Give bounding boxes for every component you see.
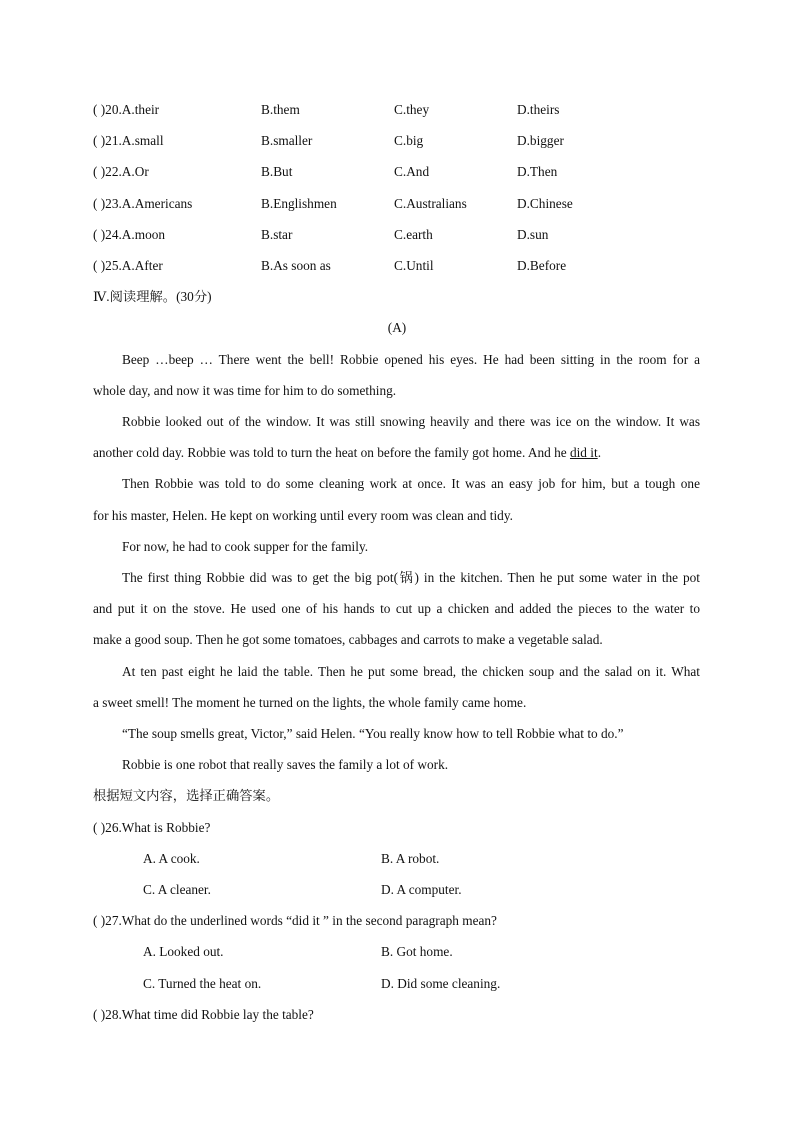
answer-option: B. A robot. bbox=[381, 851, 440, 866]
mc-option-c: C.they bbox=[394, 102, 430, 117]
mc-option-c: C.earth bbox=[394, 227, 433, 242]
passage-line: At ten past eight he laid the table. Then he put some bread, the chicken soup and the salad on it. What bbox=[122, 664, 700, 679]
mc-question: ( )23.A.Americans bbox=[93, 196, 193, 211]
passage-line: Robbie is one robot that really saves the family a lot of work. bbox=[122, 757, 449, 772]
passage-text: another cold day. Robbie was told to turn the heat on before the family got home. And he bbox=[93, 445, 570, 460]
mc-option-b: B.But bbox=[261, 164, 293, 179]
passage-line: For now, he had to cook supper for the family. bbox=[122, 539, 369, 554]
mc-option-c: C.Until bbox=[394, 258, 434, 273]
passage-line: and put it on the stove. He used one of his hands to cut up a chicken and added the pieces to the water to bbox=[93, 601, 700, 616]
passage-line: whole day, and now it was time for him to do something. bbox=[93, 383, 397, 398]
mc-option-d: D.theirs bbox=[517, 102, 560, 117]
mc-option-c: C.Australians bbox=[394, 196, 467, 211]
mc-row bbox=[0, 257, 794, 275]
answer-option: A. Looked out. bbox=[143, 944, 224, 959]
passage-line: Then Robbie was told to do some cleaning work at once. It was an easy job for him, but a tough one bbox=[122, 476, 700, 491]
question-stem: ( )26.What is Robbie? bbox=[93, 820, 211, 835]
mc-row bbox=[0, 101, 794, 119]
passage-line: for his master, Helen. He kept on working until every room was clean and tidy. bbox=[93, 508, 513, 523]
mc-option-d: D.bigger bbox=[517, 133, 564, 148]
passage-line: make a good soup. Then he got some tomatoes, cabbages and carrots to make a vegetable salad. bbox=[93, 632, 603, 647]
answer-option: D. A computer. bbox=[381, 882, 462, 897]
instruction: 根据短文内容，选择正确答案。 bbox=[93, 788, 280, 803]
mc-option-b: B.As soon as bbox=[261, 258, 331, 273]
mc-option-d: D.Before bbox=[517, 258, 567, 273]
mc-option-b: B.smaller bbox=[261, 133, 313, 148]
mc-row bbox=[0, 195, 794, 213]
mc-option-b: B.star bbox=[261, 227, 293, 242]
mc-row bbox=[0, 132, 794, 150]
mc-option-d: D.Then bbox=[517, 164, 558, 179]
mc-option-c: C.And bbox=[394, 164, 430, 179]
answer-option: C. A cleaner. bbox=[143, 882, 211, 897]
passage-line: “The soup smells great, Victor,” said Helen. “You really know how to tell Robbie what to do.” bbox=[122, 726, 624, 741]
passage-text: . bbox=[597, 445, 602, 460]
mc-question: ( )25.A.After bbox=[93, 258, 163, 273]
mc-row bbox=[0, 226, 794, 244]
answer-option: B. Got home. bbox=[381, 944, 453, 959]
passage-line: The first thing Robbie did was to get the big pot(锅) in the kitchen. Then he put some water in the pot bbox=[122, 570, 700, 585]
answer-option: C. Turned the heat on. bbox=[143, 976, 262, 991]
passage-line: Robbie looked out of the window. It was still snowing heavily and there was ice on the window. It was bbox=[122, 414, 700, 429]
mc-question: ( )20.A.their bbox=[93, 102, 160, 117]
passage-line: Beep …beep … There went the bell! Robbie opened his eyes. He had been sitting in the room for a bbox=[122, 352, 700, 367]
underlined-phrase: did it bbox=[569, 445, 598, 460]
question-stem: ( )27.What do the underlined words “did it ” in the second paragraph mean? bbox=[93, 913, 497, 928]
mc-option-d: D.sun bbox=[517, 227, 549, 242]
mc-question: ( )21.A.small bbox=[93, 133, 164, 148]
mc-option-c: C.big bbox=[394, 133, 424, 148]
section-heading: Ⅳ.阅读理解。(30分) bbox=[93, 289, 212, 304]
answer-option: D. Did some cleaning. bbox=[381, 976, 501, 991]
mc-option-b: B.Englishmen bbox=[261, 196, 337, 211]
mc-question: ( )22.A.Or bbox=[93, 164, 149, 179]
mc-question: ( )24.A.moon bbox=[93, 227, 166, 242]
question-stem: ( )28.What time did Robbie lay the table? bbox=[93, 1007, 314, 1022]
passage-line bbox=[93, 444, 601, 462]
passage-label: (A) bbox=[387, 320, 407, 335]
mc-row bbox=[0, 163, 794, 181]
passage-line: a sweet smell! The moment he turned on the lights, the whole family came home. bbox=[93, 695, 527, 710]
mc-option-d: D.Chinese bbox=[517, 196, 573, 211]
mc-option-b: B.them bbox=[261, 102, 300, 117]
answer-option: A. A cook. bbox=[143, 851, 200, 866]
